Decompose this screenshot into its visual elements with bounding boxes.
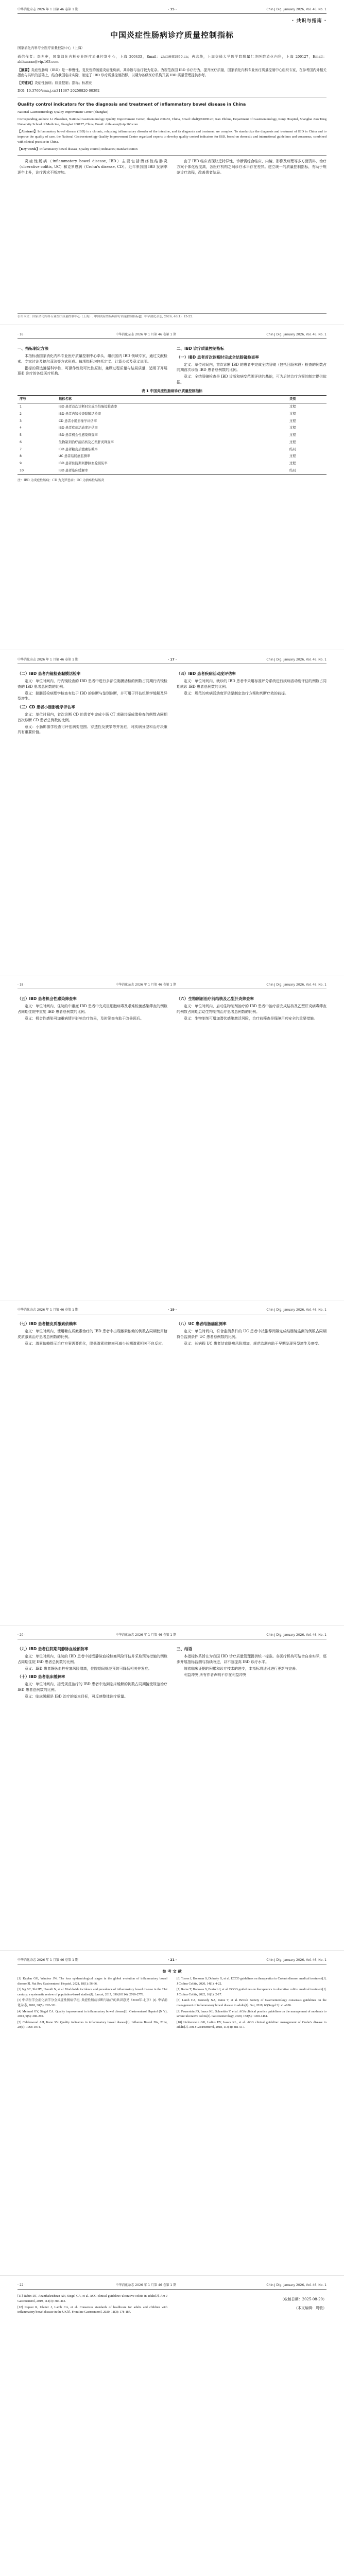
table-header: 类别 [287,396,326,403]
header-journal-en: Chin J Dig, January 2026, Vol. 46, No. 1 [266,983,326,987]
reference-item: [8] Lamb CA, Kennedy NA, Raine T, et al. British Society of Gastroenterology consensus guidelines on the management of inflammatory bowel disease in adults[J]. Gut, 2019, 68(Suppl 3): s1-s106. [177,1998,326,2007]
conflict-of-interest: 利益冲突 所有作者声明不存在利益冲突 [184,1673,247,1677]
column-right [177,343,326,386]
table-cell: 过程 [289,412,296,416]
intro-paragraph: 炎症性肠病（inflammatory bowel disease, IBD）主要包括溃疡性结肠炎（ulcerative colitis, UC）和克罗恩病（Crohn's disease, CD）。近年来我国 IBD 发病率逐年上升，诊疗需求不断增加。 [18,159,167,175]
body-paragraph: 定义：单位时间内，接受规范治疗的 IBD 患者中达到临床缓解的例数占同期接受规范治疗 IBD 患者总例数的比例。 [18,1682,167,1692]
body-paragraph: 意义：长病程 UC 患者结直肠癌风险增加，规范监测有助于早期发现异型增生及癌变。 [184,1341,322,1346]
column-right [177,1318,326,1347]
page-number: · 19 · [168,1308,177,1312]
column-right [177,159,326,177]
page-number: · 18 · [18,983,26,987]
running-header [18,332,326,339]
table-cell: 过程 [289,426,296,430]
table-cell: 4 [20,426,22,430]
header-journal-cn: 中华消化杂志 2026 年 1 月第 46 卷第 1 期 [18,1958,78,1962]
table-cell: 结局 [289,447,296,451]
keywords-en [18,147,326,152]
column-left [18,159,167,177]
article-title: 中国炎症性肠病诊疗质量控制指标 [110,30,234,40]
table-header: 序号 [18,396,57,403]
subsection-heading: （十）IBD 患者临床缓解率 [18,1674,65,1680]
body-paragraph: 定义：单位时间内，行内镜检查的 IBD 患者中进行多部位黏膜活检的例数占同期行内镜检查的 IBD 患者总例数的比例。 [18,679,167,689]
table-cell: 过程 [289,440,296,444]
column-right [177,993,326,1022]
page-8 [0,2276,344,2576]
column-left [18,343,167,386]
abstract-en-label: 【Abstract】 [18,130,38,134]
subsection-heading: （一）IBD 患者首次诊断时完成全结肠镜检查率 [177,354,259,360]
body-paragraph: 意义：小肠影像学检查可评估病变范围、穿透性及狭窄等并发症，对疾病分型和治疗决策具有重要价值。 [18,724,167,735]
column-left [18,1318,167,1347]
table-cell: UC 患者结肠癌监测率 [58,454,91,459]
reference-item: [1] Kaplan GG, Windsor JW. The four epidemiological stages in the global evolution of inflammatory bowel disease[J]. Nat Rev Gastroenterol Hepatol, 2021, 18(1): 56-66. [18,1976,167,1986]
section-heading: 三、结语 [177,1647,192,1652]
header-journal-en: Chin J Dig, January 2026, Vol. 46, No. 1 [266,2283,326,2287]
reference-item: [11] Rubin DT, Ananthakrishnan AN, Siegel CA, et al. ACG clinical guideline: ulcerative colitis in adults[J]. Am J Gastroenterol, 2019, 114(3): 384-413. [18,2294,167,2303]
keywords-en-label: 【Key words】 [18,147,40,151]
running-header [18,1633,326,1639]
authors-en: National Gastroenterology Quality Improvement Center (Shanghai) [18,110,108,114]
references-heading: 参 考 文 献 [162,1969,182,1974]
section-heading: 二、IBD 诊疗质量控制指标 [177,346,225,351]
references-list-left [18,1976,167,2031]
body-paragraph: 定义：单位时间内，符合监测条件的 UC 患者中按推荐间隔完成结肠镜监测的例数占同期符合监测条件 UC 患者总例数的比例。 [177,1329,326,1339]
section-tag: · 共识与指南 · [291,19,326,24]
table-cell: IBD 患者住院期间静脉血栓预防率 [58,462,108,466]
body-columns [18,1643,326,1700]
table-cell: 过程 [289,405,296,409]
header-journal-en: Chin J Dig, January 2026, Vol. 46, No. 1 [266,8,326,11]
table-header-row [18,396,326,403]
body-paragraph: 定义：单位时间内，就诊的 IBD 患者中采用标准评分系统进行疾病活动度评估的例数占同期就诊 IBD 患者总例数的比例。 [177,679,326,689]
intro-paragraph: 由于 IBD 临床表现缺乏特异性，诊断需综合临床、内镜、影像及病理等多方面资料，治疗方案个体化程度高，各医疗机构之间诊疗水平存在差异。建立统一的质量控制指标，有助于规范诊疗流程，改善患者结局。 [177,159,326,175]
editor-note: （本文编辑：周骏） [294,2306,326,2311]
doi: DOI: 10.3760/cma.j.cn311367-20250820-00392 [18,89,100,93]
abstract-en-text: Inflammatory bowel disease (IBD) is a chronic, relapsing inflammatory disorder of the intestine, and its diagnosis and treatment are complex. To standardize the diagnosis and treatment of IBD in China and to improve the quality of care, the National Gastroenterology Quality Improvement Center organized experts to develop quality control indicators for IBD, based on domestic and international guidelines and consensus, combined with clinical practice in China. [18,130,326,144]
body-paragraph: 意义：机会性感染可加重病情并影响治疗效果，及时筛查有助于改善预后。 [25,1016,144,1021]
table-cell: CD 患者小肠影像学评估率 [58,419,97,423]
reference-item: [7] Raine T, Bonovas S, Burisch J, et al. ECCO guidelines on therapeutics in ulcerative colitis: medical treatment[J]. J Crohns Colitis, 2022, 16(1): 2-17. [177,1988,326,1996]
table-cell: 9 [20,462,22,466]
keywords [18,80,326,86]
article-title-en: Quality control indicators for the diagnosis and treatment of inflammatory bowel disease in China [18,101,246,107]
subsection-heading: （六）生物制剂治疗前结核及乙型肝炎筛查率 [177,996,254,1002]
body-columns [18,668,326,736]
page-number: · 22 · [18,2283,26,2287]
table-row [18,453,326,460]
reference-item: [5] Calderwood AH, Kane SV. Quality indicators in inflammatory bowel disease[J]. Inflamm Bowel Dis, 2014, 20(6): 1068-1074. [18,2020,167,2029]
reference-item: [3] 中华医学会消化病学分会炎症性肠病学组. 炎症性肠病诊断与治疗的共识意见（2018年·北京）[J]. 中华消化杂志, 2018, 38(5): 292-311. [18,1998,167,2007]
table-cell: 过程 [289,454,296,459]
table-row [18,446,326,453]
header-journal-cn: 中华消化杂志 2026 年 1 月第 46 卷第 1 期 [18,1308,78,1312]
page-1 [0,0,344,325]
reference-item: [4] Melmed GY, Siegel CA. Quality improvement in inflammatory bowel disease[J]. Gastroenterol Hepatol (N Y), 2013, 9(5): 286-292. [18,2009,167,2019]
table-cell: IBD 患者内镜检查黏膜活检率 [58,412,101,416]
table-body [18,403,326,475]
subsection-heading: （七）IBD 患者糖皮质激素依赖率 [18,1321,77,1327]
keywords-en-text: Inflammatory bowel disease; Quality control; Indicators; Standardization [39,147,138,151]
header-journal-en: Chin J Dig, January 2026, Vol. 46, No. 1 [266,658,326,662]
reference-item: [2] Ng SC, Shi HY, Hamidi N, et al. Worldwide incidence and prevalence of inflammatory bowel disease in the 21st century: a systematic review of population-based studies[J]. Lancet, 2017, 390(10114): 2769-2778. [18,1988,167,1996]
page-7 [0,1951,344,2276]
header-journal-cn: 中华消化杂志 2026 年 1 月第 46 卷第 1 期 [115,2283,177,2287]
page-number: · 15 · [168,8,177,11]
table-row [18,403,326,411]
page-2 [0,325,344,650]
column-left [18,668,167,736]
table-cell: 8 [20,454,22,459]
header-journal-cn: 中华消化杂志 2026 年 1 月第 46 卷第 1 期 [115,983,177,987]
page-number: · 20 · [18,1633,26,1637]
body-paragraph: 定义：单位时间内，住院的中重度 IBD 患者中完成巨细胞病毒及艰难梭菌感染筛查的例数占同期住院中重度 IBD 患者总例数的比例。 [18,1004,167,1014]
header-journal-cn: 中华消化杂志 2026 年 1 月第 46 卷第 1 期 [115,333,177,336]
table-note: 注：IBD 为炎症性肠病；CD 为克罗恩病；UC 为溃疡性结肠炎 [18,478,105,482]
page-5 [0,1300,344,1625]
header-journal-cn: 中华消化杂志 2026 年 1 月第 46 卷第 1 期 [115,1633,177,1637]
header-journal-cn: 中华消化杂志 2026 年 1 月第 46 卷第 1 期 [18,8,78,11]
table-cell: 过程 [289,419,296,423]
table-cell: IBD 患者临床缓解率 [57,467,287,474]
body-columns [18,1318,326,1347]
table-cell: 7 [20,447,22,451]
divider [18,155,326,156]
table-cell: 过程 [289,462,296,466]
table-header: 指标名称 [57,396,287,403]
body-paragraph: 定义：单位时间内，启动生物制剂治疗的 IBD 患者中治疗前完成结核及乙型肝炎病毒筛查的例数占同期启动生物制剂治疗患者总例数的比例。 [177,1004,326,1014]
body-paragraph: 意义：激素依赖提示治疗方案需要优化，降低激素依赖率可减少长期激素相关不良反应。 [25,1341,165,1346]
body-columns [18,993,326,1022]
running-header [18,1308,326,1314]
table-cell: 1 [20,405,22,409]
header-journal-en: Chin J Dig, January 2026, Vol. 46, No. 1 [266,1958,326,1962]
subsection-heading: （三）CD 患者小肠影像学评估率 [18,705,75,710]
references-list-left [18,2294,167,2315]
keywords-text: 炎症性肠病；质量控制；指标；标准化 [34,81,93,86]
section-heading: 一、指标制定方法 [18,346,48,351]
table-row [18,411,326,418]
body-columns [18,159,326,177]
body-paragraph: 本指标体系旨在为我国 IBD 诊疗质量管理提供统一标准。各医疗机构可结合自身实际，逐步开展指标监测与持续改进，以不断提高 IBD 诊疗水平。 [177,1654,326,1664]
running-header [18,1958,326,1964]
body-paragraph: 定义：单位时间内，首次诊断 IBD 的患者中完成全结肠镜（包括回肠末段）检查的例数占同期首次诊断 IBD 患者总例数的比例。 [177,362,326,372]
subsection-heading: （九）IBD 患者住院期间静脉血栓预防率 [18,1647,89,1652]
references-columns [18,1976,326,2031]
table-cell: 结局 [287,467,326,474]
table-cell: IBD 患者机会性感染筛查率 [58,433,98,437]
header-journal-en: Chin J Dig, January 2026, Vol. 46, No. 1 [266,333,326,336]
table-row [18,460,326,467]
column-right [177,668,326,736]
table-cell: IBD 患者疾病活动度评估率 [58,426,98,430]
column-left [18,993,167,1022]
subsection-heading: （五）IBD 患者机会性感染筛查率 [18,996,77,1002]
corresponding-author: 通信作者：李兆申，国家消化内科专业医疗质量控制中心，上海 200433，Email：zhsli@81890.cn；冉志华，上海交通大学医学院附属仁济医院消化内科，上海 200127，Email：zhihuaran@vip.163.com [18,54,326,64]
table-cell: 过程 [289,433,296,437]
page-number: · 21 · [168,1958,177,1962]
column-right [177,2294,326,2315]
running-header [18,982,326,989]
table-row [18,467,326,474]
table-cell: 6 [20,440,22,444]
body-paragraph: 定义：单位时间内，使用糖皮质激素治疗的 IBD 患者中出现激素依赖的例数占同期使用糖皮质激素治疗患者总例数的比例。 [18,1329,167,1339]
abstract-text: 炎症性肠病（IBD）是一种慢性、复发性的肠道炎症性疾病，其诊断与治疗较为复杂。为规范我国 IBD 诊疗行为，提升医疗质量，国家消化内科专业医疗质量控制中心组织专家，在参考国内外相关指南与共识的基础上，结合我国临床实际，制定了 IBD 诊疗质量控制指标，以期为各级医疗机构开展 IBD 质量管理提供参考。 [18,67,326,77]
references-list-right [177,1976,326,2031]
table-row [18,418,326,425]
reference-item: [10] Lichtenstein GR, Loftus EV, Isaacs KL, et al. ACG clinical guideline: management of Crohn's disease in adults[J]. Am J Gastroenterol, 2018, 113(4): 481-517. [177,2020,326,2029]
header-journal-en: Chin J Dig, January 2026, Vol. 46, No. 1 [266,1308,326,1312]
subsection-heading: （四）IBD 患者疾病活动度评估率 [177,671,236,676]
indicator-table [18,388,326,475]
table-caption: 表 1 中国炎症性肠病诊疗质量控制指标 [141,388,203,393]
body-paragraph: 本指标由国家消化内科专业医疗质量控制中心牵头，组织国内 IBD 领域专家，通过文献检索、专家讨论及德尔菲法等方式形成。每项指标均包括定义、计算公式及意义说明。 [18,353,167,364]
table-cell: 3 [20,419,22,423]
corresponding-author-en: Corresponding authors: Li Zhaoshen, National Gastroenterology Quality Improvement Center, Shanghai 200433, China, Email: zhsli@81890.cn; Ran Zhihua, Department of Gastroenterology, Renji Hospital, Shanghai Jiao Tong University School of Medicine, Shanghai 200127, China, Email: zhihuaran@vip.163.com [18,117,326,127]
body-paragraph: 意义：IBD 患者静脉血栓栓塞风险增高，住院期间规范预防可降低相关并发症。 [25,1666,152,1671]
subsection-heading: （八）UC 患者结肠癌监测率 [177,1321,227,1327]
body-paragraph: 意义：全结肠镜检查是 IBD 诊断和病变范围评估的基础，可为后续治疗方案的制定提供依据。 [177,375,326,385]
header-journal-cn: 中华消化杂志 2026 年 1 月第 46 卷第 1 期 [18,658,78,662]
keywords-label: 【关键词】 [18,81,35,86]
body-paragraph: 随着临床证据的积累和诊疗技术的进步，本指标将适时进行更新与完善。 [184,1666,299,1671]
page-number: · 16 · [18,333,26,336]
authors: 国家消化内科专业医疗质量控制中心（上海） [18,46,84,50]
abstract [18,67,326,78]
table-cell: 生物制剂治疗前结核及乙型肝炎筛查率 [58,440,114,444]
reference-item: [9] Feuerstein JD, Isaacs KL, Schneider Y, et al. AGA clinical practice guidelines on the management of moderate to severe ulcerative colitis[J]. Gastroenterology, 2020, 158(5): 1450-1461. [177,2009,326,2019]
table-cell: 5 [20,433,22,437]
page-3 [0,650,344,975]
body-paragraph: 意义：临床缓解是 IBD 治疗的基本目标，可反映整体诊疗质量。 [25,1694,128,1699]
header-journal-en: Chin J Dig, January 2026, Vol. 46, No. 1 [266,1633,326,1637]
column-left [18,1643,167,1700]
body-paragraph: 指标的筛选遵循科学性、可操作性及可比性原则，兼顾过程质量与结局质量，适用于开展 IBD 诊疗的各级医疗机构。 [18,366,167,376]
column-right [177,1643,326,1700]
table-cell: 10 [18,467,57,474]
body-paragraph: 定义：单位时间内，首次诊断 CD 的患者中完成小肠 CT 或磁共振成像检查的例数占同期首次诊断 CD 患者总例数的比例。 [18,712,167,722]
running-header [18,2283,326,2290]
page-6 [0,1625,344,1951]
body-paragraph: 定义：单位时间内，住院的 IBD 患者中接受静脉血栓栓塞风险评估并采取预防措施的例数占同期住院 IBD 患者总例数的比例。 [18,1654,167,1664]
citation-footnote: 引用本文：国家消化内科专业医疗质量控制中心（上海）. 中国炎症性肠病诊疗质量控制指标[J]. 中华消化杂志, 2026, 46(1): 15-22. [18,313,326,319]
table-cell: 2 [20,412,22,416]
references-columns [18,2294,326,2315]
page-4 [0,975,344,1300]
subsection-heading: （二）IBD 患者内镜检查黏膜活检率 [18,671,81,676]
table-row [18,425,326,432]
received-date: （收稿日期：2025-08-20） [280,2297,326,2302]
page-number: · 17 · [168,658,177,662]
reference-item: [6] Torres J, Bonovas S, Doherty G, et al. ECCO guidelines on therapeutics in Crohn's disease: medical treatment[J]. J Crohns Colitis, 2020, 14(1): 4-22. [177,1976,326,1986]
running-header [18,7,326,14]
table-row [18,432,326,439]
abstract-en [18,129,326,145]
abstract-label: 【摘要】 [18,67,31,72]
body-paragraph: 意义：生物制剂可增加潜伏感染激活风险，治疗前筛查是保障用药安全的重要措施。 [184,1016,317,1021]
table-cell: IBD 患者首次诊断时完成全结肠镜检查率 [58,405,117,409]
reference-item: [12] Kapasi R, Glatter J, Lamb CA, et al. Consensus standards of healthcare for adults and children with inflammatory bowel disease in the UK[J]. Frontline Gastroenterol, 2020, 11(3): 178-187. [18,2305,167,2314]
body-paragraph: 意义：规范的疾病活动度评估是制定治疗方案和判断疗效的前提。 [184,691,288,696]
body-columns [18,343,326,386]
body-paragraph: 意义：黏膜活检病理学检查有助于 IBD 的诊断与鉴别诊断，并可用于评估组织学缓解及异型增生。 [18,691,167,701]
running-header [18,657,326,664]
table-row [18,439,326,446]
table-cell: IBD 患者糖皮质激素依赖率 [58,447,98,451]
